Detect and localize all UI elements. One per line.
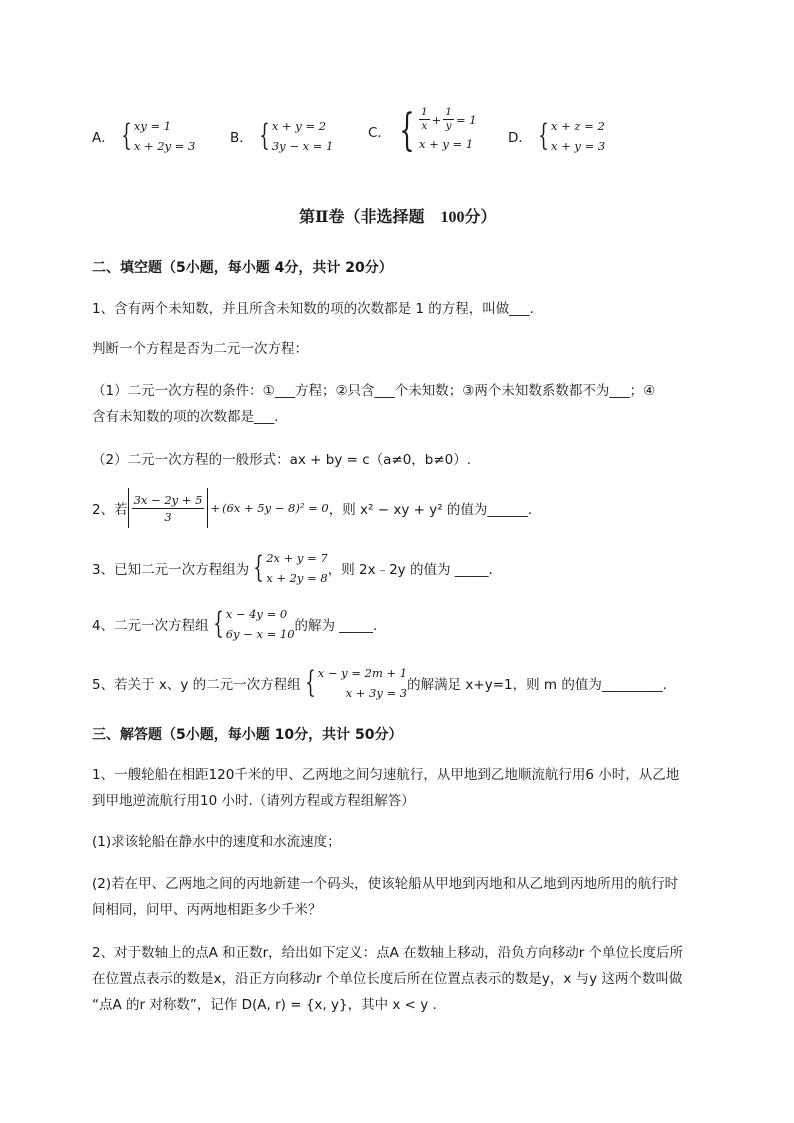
option-d (508, 116, 605, 156)
q5-eq2: x + 3y = 3 (345, 686, 408, 700)
option-b-eq1: x + y = 2 (271, 119, 327, 133)
q3-eq1: 2x + y = 7 (266, 551, 328, 565)
option-d-eq1: x + z = 2 (551, 119, 605, 133)
option-c-letter: C． (368, 124, 391, 141)
brace-icon: { (399, 104, 415, 156)
option-a-eq2: x + 2y = 3 (133, 139, 196, 153)
section2-judge: 判断一个方程是否为二元一次方程： (92, 341, 308, 357)
q2-abs-value (128, 488, 209, 528)
option-b-letter: B． (230, 130, 253, 146)
section3-q1-part2-line1: (2)若在甲、乙两地之间的丙地新建一个码头，使该轮船从甲地到丙地和从乙地到丙地所用的航行时 (92, 876, 679, 892)
q3-suffix: ，则 2x﹣2y 的值为 _____. (327, 562, 493, 578)
option-c-rhs: = 1 (455, 112, 477, 127)
section2-general: （2）二元一次方程的一般形式：ax + by = c（a≠0，b≠0）. (92, 452, 472, 468)
section3-q1-line2: 到甲地逆流航行用10 小时.（请列方程或方程组解答） (92, 793, 415, 809)
section3-q1-part1: (1)求该轮船在静水中的速度和水流速度； (92, 834, 341, 850)
section3-q2-line3: “点A 的r 对称数”，记作 D(A, r) = {x, y}，其中 x < y . (92, 997, 437, 1013)
q5-eq1: x − y = 2m + 1 (317, 666, 408, 680)
option-a-eq1: xy = 1 (133, 119, 172, 133)
option-b (230, 116, 333, 156)
section2-q3 (92, 548, 493, 588)
q2-suffix: ，则 x² − xy + y² 的值为______. (328, 502, 533, 518)
option-a-letter: A． (92, 130, 115, 146)
option-b-eq2: 3y − x = 1 (271, 139, 334, 153)
section2-heading: 二、填空题（5小题，每小题 4分，共计 20分） (92, 260, 393, 276)
section2-cond-line1: （1）二元一次方程的条件：①___方程；②只含___个未知数；③两个未知数系数都不为___；④ (92, 383, 656, 399)
option-a (92, 116, 195, 156)
q3-prefix: 3、已知二元一次方程组为 (92, 562, 250, 578)
q5-suffix: 的解满足 x+y=1，则 m 的值为_________. (407, 677, 667, 693)
q4-eq2: 6y − x = 10 (225, 627, 295, 641)
q2-frac-den: 3 (164, 509, 172, 524)
section3-q2-line2: 在位置点表示的数是x，沿正方向移动r 个单位长度后所在位置点表示的数是y，x 与y 这两个数叫做 (92, 971, 683, 987)
option-d-letter: D． (508, 130, 532, 146)
q5-prefix: 5、若关于 x、y 的二元一次方程组 (92, 677, 301, 693)
brace-icon: { (538, 118, 549, 153)
section3-q1-part2-line2: 间相同，问甲、丙两地相距多少千米？ (92, 902, 322, 918)
brace-icon: { (253, 550, 264, 585)
section2-q2 (92, 488, 532, 528)
option-c-frac1: $\frac{1}{x}$ (420, 106, 428, 132)
brace-icon: { (259, 118, 270, 153)
section3-heading: 三、解答题（5小题，每小题 10分，共计 50分） (92, 727, 403, 743)
q2-plus: + (210, 501, 221, 515)
section2-q1: 1、含有两个未知数，并且所含未知数的项的次数都是 1 的方程，叫做___. (92, 301, 534, 317)
section2-cond-line2: 含有未知数的项的次数都是___. (92, 409, 279, 425)
brace-icon: { (121, 118, 132, 153)
section2-q4 (92, 604, 377, 644)
section3-q1-line1: 1、一艘轮船在相距120千米的甲、乙两地之间匀速航行，从甲地到乙地顺流航行用6 小时，从乙地 (92, 767, 680, 783)
brace-icon: { (304, 665, 316, 700)
option-d-eq2: x + y = 3 (551, 139, 606, 153)
brace-icon: { (212, 606, 224, 641)
q3-eq2: x + 2y = 8 (266, 571, 328, 585)
part-title: 第Ⅱ卷（非选择题 100分） (299, 209, 497, 226)
q4-eq1: x − 4y = 0 (225, 607, 288, 621)
q4-suffix: 的解为 _____. (294, 618, 378, 634)
q4-prefix: 4、二元一次方程组 (92, 618, 209, 634)
option-c-eq2: x + y = 1 (418, 137, 474, 151)
section3-q2-line1: 2、对于数轴上的点A 和正数r，给出如下定义：点A 在数轴上移动，沿负方向移动r 个单位长度后所 (92, 945, 684, 961)
option-c-frac2: $\frac{1}{y}$ (445, 106, 452, 132)
q2-prefix: 2、若 (92, 502, 128, 518)
q2-frac-num: 3x − 2y + 5 (133, 492, 203, 507)
option-c-plus: + (431, 112, 442, 127)
q2-paren: (6x + 5y − 8)² = 0 (222, 501, 329, 515)
section2-q5 (92, 663, 667, 703)
option-c (368, 106, 477, 155)
